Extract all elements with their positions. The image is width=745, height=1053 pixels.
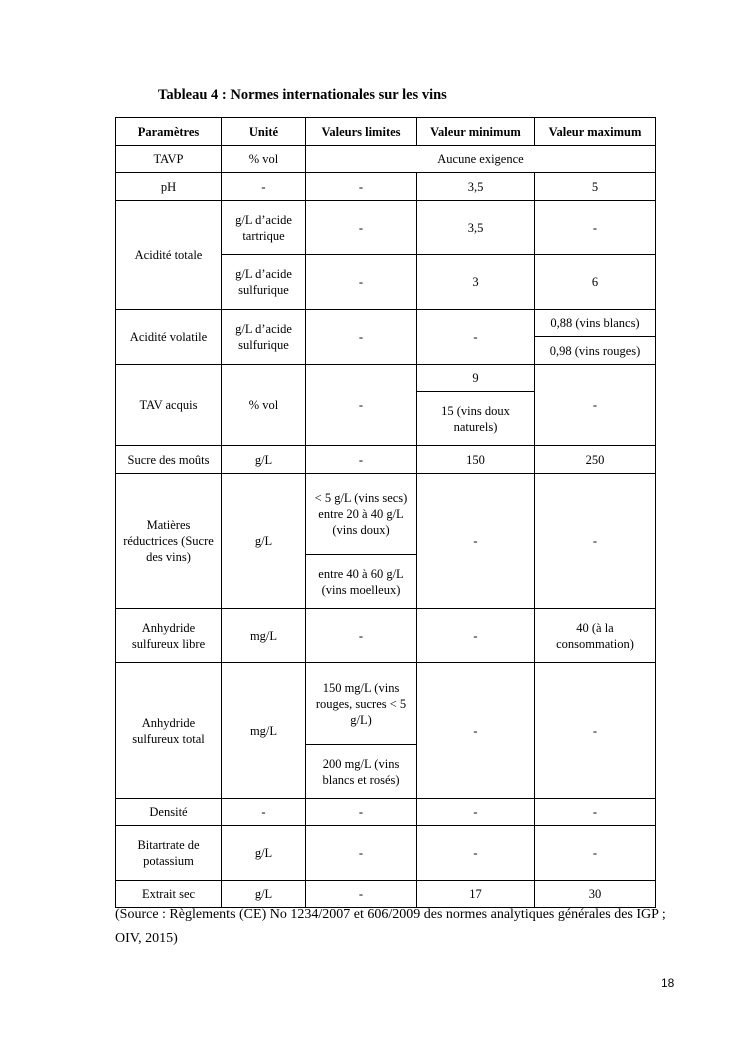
cell-unit: - xyxy=(222,173,306,201)
cell-param: Sucre des moûts xyxy=(116,446,222,474)
cell-min: - xyxy=(417,663,535,799)
cell-limits: - xyxy=(306,446,417,474)
cell-min: 150 xyxy=(417,446,535,474)
cell-param: pH xyxy=(116,173,222,201)
cell-min: 3,5 xyxy=(417,201,535,255)
cell-max: 30 xyxy=(535,881,656,908)
table-title: Tableau 4 : Normes internationales sur les vins xyxy=(158,87,447,103)
cell-max: - xyxy=(535,365,656,446)
cell-param: Matières réductrices (Sucre des vins) xyxy=(116,474,222,609)
cell-unit: % vol xyxy=(222,146,306,173)
cell-max: 5 xyxy=(535,173,656,201)
table-row xyxy=(116,826,656,881)
header-param: Paramètres xyxy=(116,118,222,146)
cell-note: Aucune exigence xyxy=(306,146,656,173)
cell-unit: g/L xyxy=(222,826,306,881)
header-max: Valeur maximum xyxy=(535,118,656,146)
cell-unit: g/L xyxy=(222,881,306,908)
cell-param: TAV acquis xyxy=(116,365,222,446)
cell-limits: - xyxy=(306,881,417,908)
cell-limits: 150 mg/L (vins rouges, sucres < 5 g/L) xyxy=(306,663,417,745)
cell-min: 3 xyxy=(417,255,535,310)
cell-min: 3,5 xyxy=(417,173,535,201)
header-unit: Unité xyxy=(222,118,306,146)
cell-limits: entre 40 à 60 g/L (vins moelleux) xyxy=(306,555,417,609)
cell-min: - xyxy=(417,310,535,365)
cell-unit: g/L d’acide sulfurique xyxy=(222,255,306,310)
table-row xyxy=(116,609,656,663)
norms-table xyxy=(115,117,656,908)
cell-param: Acidité volatile xyxy=(116,310,222,365)
table-header-row xyxy=(116,118,656,146)
cell-max: 250 xyxy=(535,446,656,474)
table-row xyxy=(116,310,656,337)
cell-unit: - xyxy=(222,799,306,826)
cell-max: - xyxy=(535,799,656,826)
cell-max: - xyxy=(535,474,656,609)
cell-unit: g/L xyxy=(222,446,306,474)
table-row xyxy=(116,146,656,173)
cell-max: 0,98 (vins rouges) xyxy=(535,337,656,365)
cell-limits: - xyxy=(306,365,417,446)
cell-max: 40 (à la consommation) xyxy=(535,609,656,663)
source-note: (Source : Règlements (CE) No 1234/2007 et 606/2009 des normes analytiques générales des IGP ; OIV, 2015) xyxy=(115,907,666,946)
cell-limits: - xyxy=(306,826,417,881)
header-min: Valeur minimum xyxy=(417,118,535,146)
cell-limits: - xyxy=(306,201,417,255)
table-row xyxy=(116,446,656,474)
cell-unit: g/L xyxy=(222,474,306,609)
table-row xyxy=(116,799,656,826)
cell-min: - xyxy=(417,609,535,663)
cell-min: 9 xyxy=(417,365,535,392)
cell-limits: < 5 g/L (vins secs) entre 20 à 40 g/L (vins doux) xyxy=(306,474,417,555)
cell-unit: mg/L xyxy=(222,663,306,799)
cell-param: Extrait sec xyxy=(116,881,222,908)
cell-min: - xyxy=(417,826,535,881)
cell-unit: g/L d’acide sulfurique xyxy=(222,310,306,365)
cell-max: - xyxy=(535,201,656,255)
header-limits: Valeurs limites xyxy=(306,118,417,146)
cell-min: 17 xyxy=(417,881,535,908)
cell-limits: - xyxy=(306,609,417,663)
cell-unit: g/L d’acide tartrique xyxy=(222,201,306,255)
cell-max: 6 xyxy=(535,255,656,310)
cell-param: Densité xyxy=(116,799,222,826)
table-row xyxy=(116,474,656,555)
cell-param: Anhydride sulfureux total xyxy=(116,663,222,799)
cell-param: Anhydride sulfureux libre xyxy=(116,609,222,663)
cell-min: - xyxy=(417,474,535,609)
cell-limits: 200 mg/L (vins blancs et rosés) xyxy=(306,745,417,799)
table-row xyxy=(116,201,656,255)
cell-max: 0,88 (vins blancs) xyxy=(535,310,656,337)
cell-limits: - xyxy=(306,255,417,310)
table-row xyxy=(116,173,656,201)
cell-limits: - xyxy=(306,173,417,201)
cell-unit: mg/L xyxy=(222,609,306,663)
page-number: 18 xyxy=(661,976,675,990)
cell-limits: - xyxy=(306,799,417,826)
cell-min: - xyxy=(417,799,535,826)
cell-param: Acidité totale xyxy=(116,201,222,310)
cell-max: - xyxy=(535,663,656,799)
cell-unit: % vol xyxy=(222,365,306,446)
table-row xyxy=(116,663,656,745)
table-row xyxy=(116,365,656,392)
cell-max: - xyxy=(535,826,656,881)
cell-param: Bitartrate de potassium xyxy=(116,826,222,881)
cell-min: 15 (vins doux naturels) xyxy=(417,392,535,446)
cell-limits: - xyxy=(306,310,417,365)
cell-param: TAVP xyxy=(116,146,222,173)
